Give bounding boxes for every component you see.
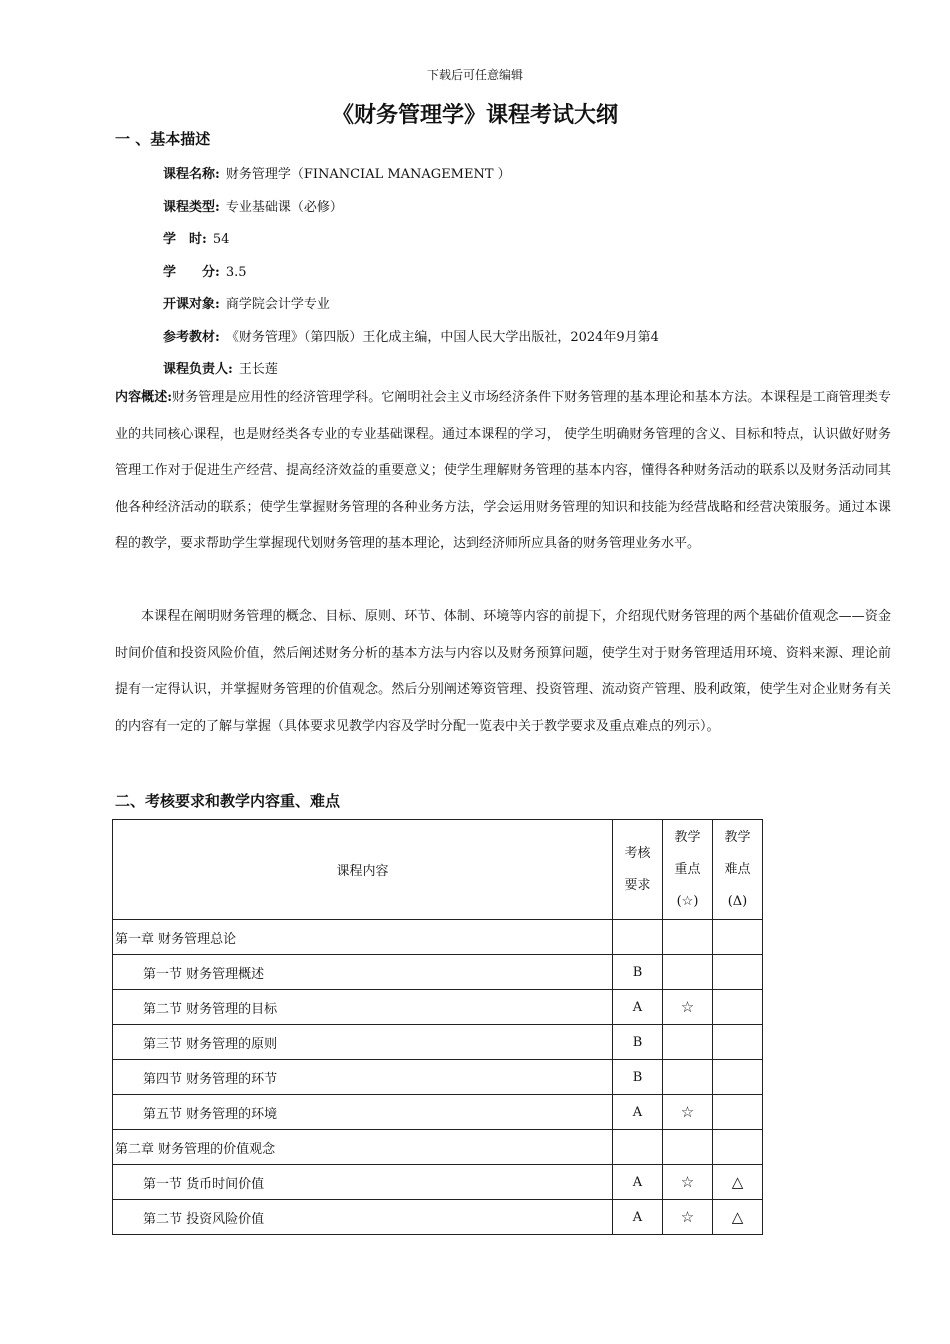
field-value: 3.5 bbox=[225, 265, 247, 280]
header-note: 下载后可任意编辑 bbox=[426, 68, 523, 82]
assessment-cell: A bbox=[613, 1095, 663, 1130]
field-value: 专业基础课（必修） bbox=[225, 200, 343, 215]
field-label: 课程名称: bbox=[163, 167, 220, 182]
header-assessment bbox=[613, 820, 663, 920]
table-row bbox=[113, 1025, 763, 1060]
assessment-cell: A bbox=[613, 1165, 663, 1200]
summary-label: 内容概述: bbox=[115, 390, 173, 405]
field-instructor bbox=[163, 358, 278, 377]
header-difficulty bbox=[713, 820, 763, 920]
summary-paragraph bbox=[115, 380, 891, 563]
difficulty-cell bbox=[713, 1095, 763, 1130]
field-value: 54 bbox=[212, 232, 230, 247]
field-label: 开课对象: bbox=[163, 297, 220, 312]
field-audience bbox=[163, 293, 330, 312]
difficulty-cell bbox=[713, 990, 763, 1025]
field-label: 课程类型: bbox=[163, 200, 220, 215]
header-text: 重点 bbox=[674, 861, 701, 877]
assessment-cell: B bbox=[613, 955, 663, 990]
table-row bbox=[113, 1130, 763, 1165]
field-value: 王长莲 bbox=[238, 362, 278, 377]
table-row bbox=[113, 990, 763, 1025]
key-point-cell: ☆ bbox=[663, 1095, 713, 1130]
key-point-cell bbox=[663, 955, 713, 990]
header-text: 难点 bbox=[724, 861, 751, 877]
difficulty-cell bbox=[713, 955, 763, 990]
section1-heading: 一 、基本描述 bbox=[115, 130, 211, 148]
header-text: (Δ) bbox=[727, 893, 748, 909]
header-text: 教学 bbox=[724, 829, 751, 845]
field-value: 商学院会计学专业 bbox=[225, 297, 330, 312]
key-point-cell: ☆ bbox=[663, 1165, 713, 1200]
table-row bbox=[113, 1165, 763, 1200]
key-point-cell bbox=[663, 1060, 713, 1095]
key-point-cell bbox=[663, 920, 713, 955]
field-label: 学 分: bbox=[163, 265, 220, 280]
field-textbook bbox=[163, 326, 659, 345]
assessment-cell bbox=[613, 1130, 663, 1165]
assessment-cell: A bbox=[613, 990, 663, 1025]
table-header-row bbox=[113, 820, 763, 920]
section-title: 第四节 财务管理的环节 bbox=[113, 1060, 613, 1095]
document-title: 《财务管理学》课程考试大纲 bbox=[331, 102, 618, 128]
assessment-cell: B bbox=[613, 1060, 663, 1095]
table-row bbox=[113, 1200, 763, 1235]
field-course-name bbox=[163, 163, 511, 182]
section-title: 第一节 货币时间价值 bbox=[113, 1165, 613, 1200]
header-course-content: 课程内容 bbox=[113, 820, 613, 920]
difficulty-cell: △ bbox=[713, 1200, 763, 1235]
assessment-cell: A bbox=[613, 1200, 663, 1235]
section-title: 第三节 财务管理的原则 bbox=[113, 1025, 613, 1060]
section-title: 第五节 财务管理的环境 bbox=[113, 1095, 613, 1130]
header-key-point bbox=[663, 820, 713, 920]
summary-text: 财务管理是应用性的经济管理学科。它阐明社会主义市场经济条件下财务管理的基本理论和基本方法。本课程是工商管理类专业的共同核心课程，也是财经类各专业的专业基础课程。通过本课程的学习， 使学生明确财务管理的含义、目标和特点，认识做好财务管理工作对于促进生产经营、提高经济效益的重要意义；使学生理解财务管理的基本内容，懂得各种财务活动的联系以及财务活动同其他各种经济活动的联系；使学生掌握财务管理的各种业务方法，学会运用财务管理的知识和技能为经营战略和经营决策服务。通过本课程的教学，要求帮助学生掌握现代划财务管理的基本理论，达到经济师所应具备的财务管理业务水平。 bbox=[115, 390, 891, 551]
field-label: 课程负责人: bbox=[163, 362, 233, 377]
assessment-cell: B bbox=[613, 1025, 663, 1060]
table-row bbox=[113, 1095, 763, 1130]
chapter-title: 第一章 财务管理总论 bbox=[113, 920, 613, 955]
field-value: 财务管理学（FINANCIAL MANAGEMENT ） bbox=[225, 167, 511, 182]
header-text: (☆) bbox=[676, 893, 699, 909]
field-value: 《财务管理》（第四版）王化成主编，中国人民大学出版社，2024年9月第4 bbox=[225, 330, 659, 345]
content-paragraph-2: 本课程在阐明财务管理的概念、目标、原则、环节、体制、环境等内容的前提下，介绍现代财务管理的两个基础价值观念——资金时间价值和投资风险价值，然后阐述财务分析的基本方法与内容以及财务预算问题，使学生对于财务管理适用环境、资料来源、理论前提有一定得认识，并掌握财务管理的价值观念。然后分别阐述筹资管理、投资管理、流动资产管理、股利政策，使学生对企业财务有关的内容有一定的了解与掌握（具体要求见教学内容及学时分配一览表中关于教学要求及重点难点的列示）。 bbox=[115, 609, 891, 734]
key-point-cell bbox=[663, 1130, 713, 1165]
difficulty-cell bbox=[713, 920, 763, 955]
header-text: 考核 bbox=[624, 845, 651, 861]
section-title: 第一节 财务管理概述 bbox=[113, 955, 613, 990]
field-credits bbox=[163, 261, 247, 280]
field-hours bbox=[163, 228, 229, 247]
difficulty-cell bbox=[713, 1130, 763, 1165]
table-row bbox=[113, 1060, 763, 1095]
assessment-cell bbox=[613, 920, 663, 955]
field-course-type bbox=[163, 196, 343, 215]
key-point-cell: ☆ bbox=[663, 1200, 713, 1235]
header-text: 教学 bbox=[674, 829, 701, 845]
field-label: 学 时: bbox=[163, 232, 207, 247]
table-row bbox=[113, 955, 763, 990]
difficulty-cell: △ bbox=[713, 1165, 763, 1200]
key-point-cell: ☆ bbox=[663, 990, 713, 1025]
chapter-title: 第二章 财务管理的价值观念 bbox=[113, 1130, 613, 1165]
difficulty-cell bbox=[713, 1060, 763, 1095]
header-text: 要求 bbox=[624, 877, 651, 893]
section-title: 第二节 财务管理的目标 bbox=[113, 990, 613, 1025]
table-row bbox=[113, 920, 763, 955]
difficulty-cell bbox=[713, 1025, 763, 1060]
syllabus-table bbox=[112, 819, 763, 1235]
section-title: 第二节 投资风险价值 bbox=[113, 1200, 613, 1235]
field-label: 参考教材: bbox=[163, 330, 220, 345]
key-point-cell bbox=[663, 1025, 713, 1060]
section2-heading: 二、考核要求和教学内容重、难点 bbox=[115, 792, 341, 810]
